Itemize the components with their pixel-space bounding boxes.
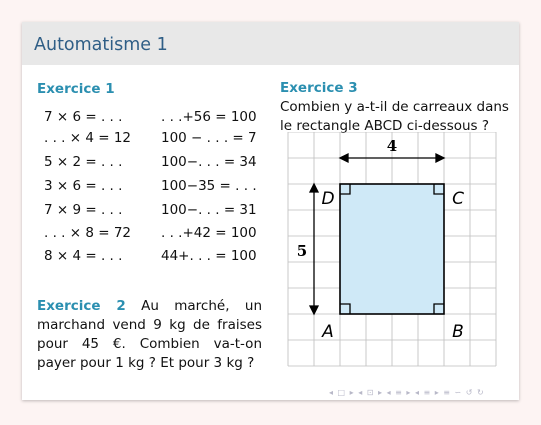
exercise2-block xyxy=(37,297,262,373)
slide xyxy=(22,22,519,400)
exercise3-question: Combien y a-t-il de carreaux dans le rectangle ABCD ci-dessous ? xyxy=(280,99,509,134)
ex1-left-op-4: 3 × 6 = . . . xyxy=(44,178,123,194)
corner-label-a: A xyxy=(322,322,334,342)
height-label: 5 xyxy=(296,242,308,260)
ex1-right-op-3: 100−. . . = 34 xyxy=(161,154,257,170)
slide-title: Automatisme 1 xyxy=(34,35,168,55)
exercise1-heading: Exercice 1 xyxy=(37,81,115,97)
ex1-right-op-7: 44+. . . = 100 xyxy=(161,248,257,264)
width-label: 4 xyxy=(386,137,398,155)
grid-figure xyxy=(282,132,500,368)
ex1-left-op-5: 7 × 9 = . . . xyxy=(44,202,123,218)
rectangle-abcd xyxy=(340,184,444,314)
ex1-left-op-3: 5 × 2 = . . . xyxy=(44,154,123,170)
exercise2-heading: Exercice 2 xyxy=(37,298,126,314)
exercise3-heading: Exercice 3 xyxy=(280,80,358,96)
corner-label-d: D xyxy=(321,189,335,209)
ex1-left-op-7: 8 × 4 = . . . xyxy=(44,248,123,264)
ex1-left-op-6: . . . × 8 = 72 xyxy=(44,225,132,241)
ex1-right-op-5: 100−. . . = 31 xyxy=(161,202,257,218)
ex1-right-op-2: 100 − . . . = 7 xyxy=(161,130,257,146)
beamer-navigation[interactable]: ◂ □ ▸ ◂ ⊡ ▸ ◂ ≡ ▸ ◂ ≡ ▸ ≡ ∽ ↺ ↻ xyxy=(329,388,485,397)
title-bar xyxy=(22,22,519,65)
ex1-left-op-1: 7 × 6 = . . . xyxy=(44,109,123,125)
exercise2-text: Au marché, un marchand vend 9 kg de fraises pour 45 €. Combien va-t-on payer pour 1 kg ? Et pour 3 kg ? xyxy=(37,298,262,371)
ex1-right-op-6: . . .+42 = 100 xyxy=(161,225,257,241)
corner-label-c: C xyxy=(452,189,464,209)
corner-label-b: B xyxy=(452,322,464,342)
height-arrow xyxy=(310,184,318,314)
ex1-right-op-4: 100−35 = . . . xyxy=(161,178,257,194)
ex1-right-op-1: . . .+56 = 100 xyxy=(161,109,257,125)
ex1-left-op-2: . . . × 4 = 12 xyxy=(44,130,132,146)
